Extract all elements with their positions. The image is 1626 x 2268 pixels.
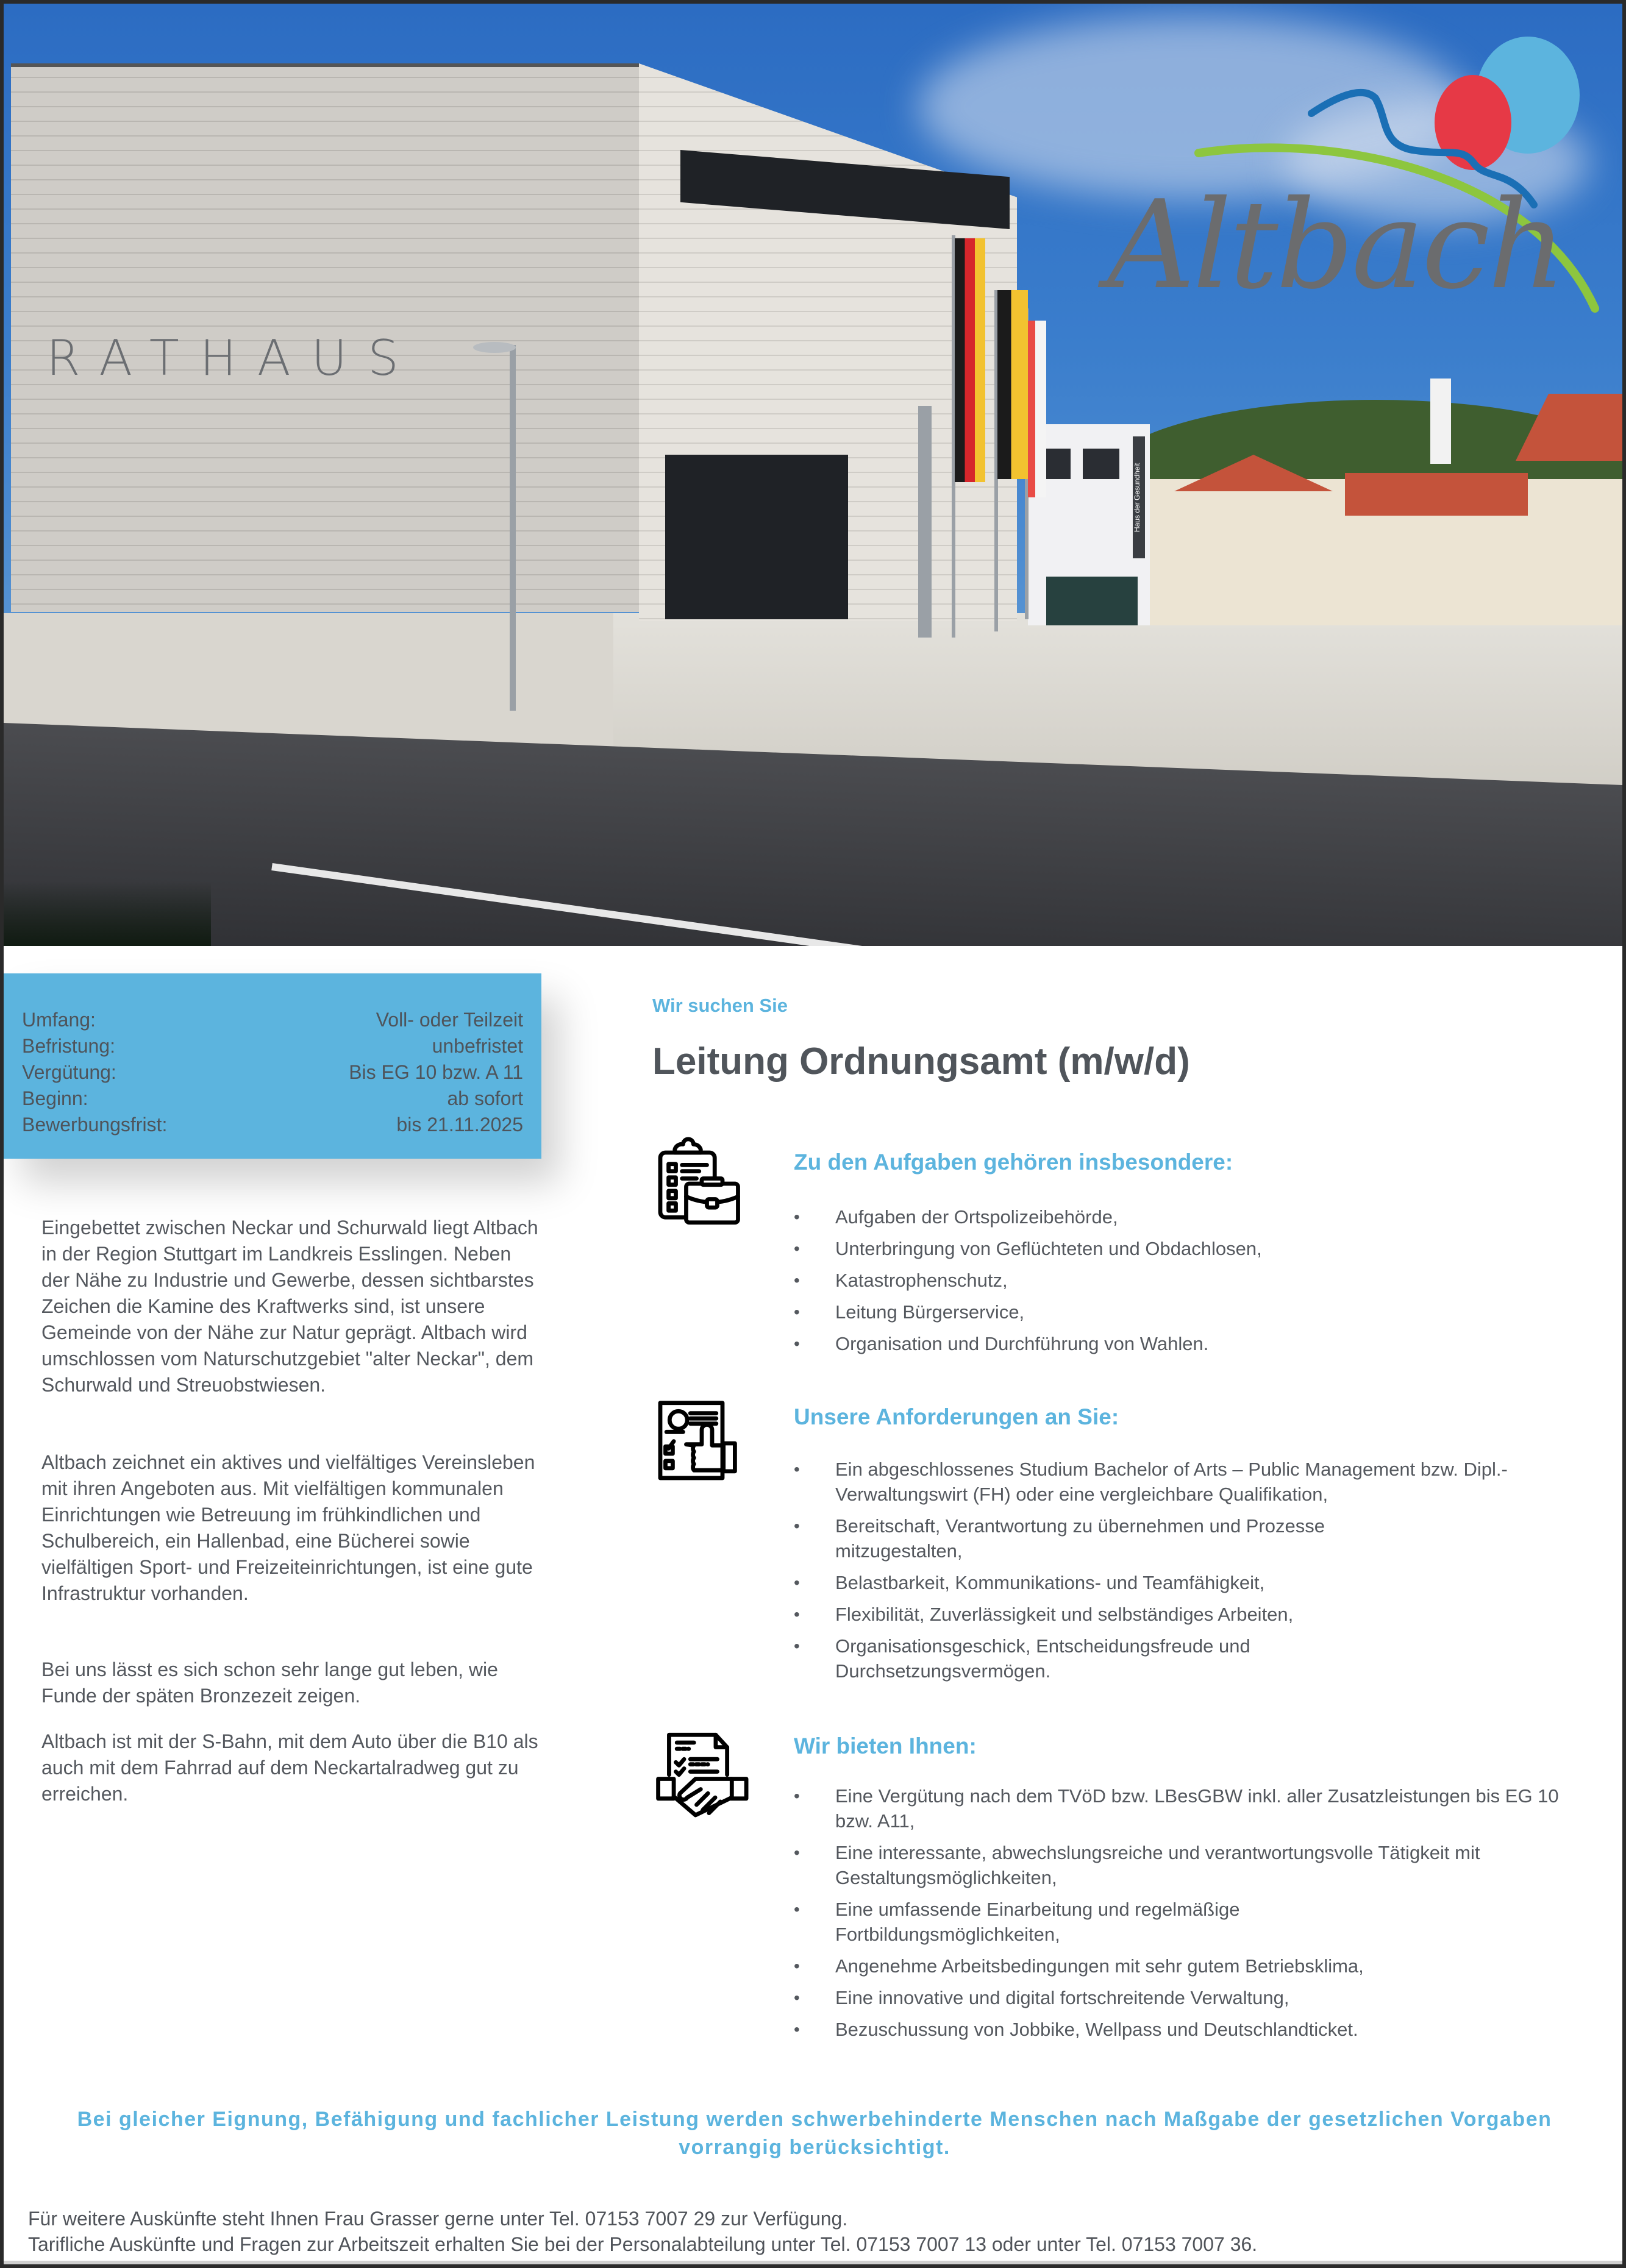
clipboard-briefcase-icon [650,1135,754,1232]
fact-row-bewerbungsfrist [22,1111,523,1138]
contact-line-grasser: Für weitere Auskünfte steht Ihnen Frau Grasser gerne unter Tel. 07153 7007 29 zur Verfügung. [28,2208,848,2230]
resume-thumbs-up-icon [650,1395,754,1492]
section-heading-tasks: Zu den Aufgaben gehören insbesondere: [794,1150,1233,1175]
fact-row-beginn [22,1085,523,1112]
intro-paragraph-transport: Altbach ist mit der S-Bahn, mit dem Auto über die B10 als auch mit dem Fahrrad auf dem Neckartalradweg gut zu erreichen. [41,1730,538,1805]
equal-opportunity-notice: Bei gleicher Eignung, Befähigung und fachlicher Leistung werden schwerbehinderte Menschen nach Maßgabe der gesetzlichen Vorgaben vorrangig berücksichtigt. [77,2108,1552,2159]
shrubs [4,881,211,946]
contract-handshake-icon [650,1725,754,1822]
entrance [1046,577,1138,625]
hero-photo [4,4,1622,946]
fact-row-umfang [22,1006,523,1033]
requirements-list [794,1457,1592,1683]
bollard-light [918,406,932,638]
intro-paragraph-community: Altbach zeichnet ein aktives und vielfältiges Vereinsleben mit ihren Angeboten aus. Mit vielfältigen kommunalen Einrichtungen wie Betreuung im frühkindlichen und Schulbereich, ein Hallenbad, eine Bücherei sowie vielfältigen Sport- und Freizeiteinrichtungen, ist eine gute Infrastruktur vorhanden. [41,1451,535,1604]
lamp-head [473,342,516,353]
list-item: • Aufgaben der Ortspolizeibehörde, [794,1204,1592,1229]
fact-label: Befristung: [22,1034,115,1057]
bottom-divider [4,2261,1622,2264]
municipal-flag [1028,321,1046,497]
list-item: • Bereitschaft, Verantwortung zu übernehmen und Prozesse mitzugestalten, [794,1513,1445,1563]
list-item: • Angenehme Arbeitsbedingungen mit sehr gutem Betriebsklima, [794,1953,1592,1978]
list-item: • Belastbarkeit, Kommunikations- und Teamfähigkeit, [794,1570,1592,1595]
logo-wordmark: Altbach [1107,174,1564,316]
list-item: • Bezuschussung von Jobbike, Wellpass und Deutschlandticket. [794,2017,1592,2042]
contact-line-personnel: Tarifliche Auskünfte und Fragen zur Arbeitszeit erhalten Sie bei der Personalabteilung unter Tel. 07153 7007 13 oder unter Tel. 07153 7007 36. [28,2233,1258,2255]
ground-shutters [665,455,848,619]
street-lamp [510,345,516,711]
german-flag [955,238,985,482]
list-item: • Organisationsgeschick, Entscheidungsfreude und Durchsetzungsvermögen. [794,1633,1396,1683]
list-item: • Unterbringung von Geflüchteten und Obdachlosen, [794,1236,1592,1261]
intro-paragraph-location: Eingebettet zwischen Neckar und Schurwald liegt Altbach in der Region Stuttgart im Landkreis Esslingen. Neben der Nähe zu Industrie und Gewerbe, dessen sichtbarstes Zeichen die Kamine des Kraftwerks sind, ist unsere Gemeinde von der Nähe zur Natur geprägt. Altbach wird umschlossen vom Naturschutzgebiet "alter Neckar", dem Schurwald und Streuobstwiesen. [41,1217,538,1396]
fact-label: Beginn: [22,1087,88,1109]
benefits-list [794,1783,1592,2042]
church-tower [1430,379,1451,464]
health-building-sign: Haus der Gesundheit [1133,436,1145,558]
state-flag [997,290,1028,479]
list-item: • Eine innovative und digital fortschreitende Verwaltung, [794,1985,1592,2010]
list-item: • Katastrophenschutz, [794,1268,1592,1293]
list-item: • Ein abgeschlossenes Studium Bachelor of Arts – Public Management bzw. Dipl.-Verwaltungswirt (FH) oder eine vergleichbare Qualifikation, [794,1457,1592,1507]
fact-value: unbefristet [432,1034,523,1057]
rathaus-sign: RATHAUS [46,330,419,386]
job-posting-page [4,4,1622,2264]
fact-label: Umfang: [22,1008,96,1031]
intro-paragraph-history: Bei uns lässt es sich schon sehr lange gut leben, wie Funde der späten Bronzezeit zeigen. [41,1658,498,1707]
job-title: Leitung Ordnungsamt (m/w/d) [652,1040,1190,1082]
list-item: • Eine umfassende Einarbeitung und regelmäßige Fortbildungsmöglichkeiten, [794,1897,1384,1947]
fact-value: Voll- oder Teilzeit [376,1008,523,1031]
roof [1345,473,1528,516]
fact-label: Vergütung: [22,1061,116,1083]
fact-row-befristung [22,1033,523,1059]
list-item: • Flexibilität, Zuverlässigkeit und selbständiges Arbeiten, [794,1602,1592,1627]
section-heading-requirements: Unsere Anforderungen an Sie: [794,1404,1119,1429]
list-item: • Organisation und Durchführung von Wahlen. [794,1331,1592,1356]
fact-label: Bewerbungsfrist: [22,1113,168,1136]
fact-value: Bis EG 10 bzw. A 11 [349,1061,523,1083]
fact-value: ab sofort [447,1087,523,1109]
list-item: • Eine interessante, abwechslungsreiche und verantwortungsvolle Tätigkeit mit Gestaltungsmöglichkeiten, [794,1840,1592,1890]
health-building [1028,424,1150,625]
tasks-list [794,1204,1592,1356]
section-heading-benefits: Wir bieten Ihnen: [794,1733,977,1758]
altbach-logo [1107,28,1613,345]
job-facts-box [4,973,541,1159]
fact-value: bis 21.11.2025 [396,1113,523,1136]
list-item: • Eine Vergütung nach dem TVöD bzw. LBesGBW inkl. aller Zusatzleistungen bis EG 10 bzw. A11, [794,1783,1592,1833]
eyebrow-wir-suchen-sie: Wir suchen Sie [652,995,788,1016]
fact-row-verguetung [22,1059,523,1086]
list-item: • Leitung Bürgerservice, [794,1299,1592,1324]
window [1083,449,1119,479]
